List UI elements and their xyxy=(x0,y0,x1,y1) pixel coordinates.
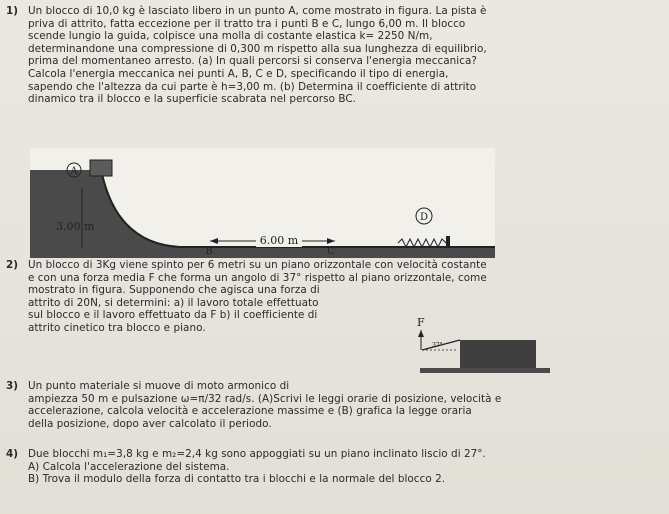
question-2 xyxy=(6,259,661,335)
question-number: 4) xyxy=(6,448,19,460)
question-3 xyxy=(6,380,661,430)
height-label: 3.00 m xyxy=(56,220,95,233)
text-line: attrito di 20N, si determini: a) il lavoro totale effettuato xyxy=(28,296,319,309)
text-line: Due blocchi m₁=3,8 kg e m₂=2,4 kg sono appoggiati su un piano inclinato liscio di 27°. xyxy=(28,448,486,460)
question-4 xyxy=(6,448,661,486)
text-line: attrito cinetico tra blocco e piano. xyxy=(28,321,206,334)
text-line: scende lungio la guida, colpisce una molla di costante elastica k= 2250 N/m, xyxy=(28,30,433,43)
text-line: Calcola l'energia meccanica nei punti A, B, C e D, specificando il tipo di energia, xyxy=(28,67,449,80)
text-line: Un punto materiale si muove di moto armonico di xyxy=(28,380,290,392)
question-number: 3) xyxy=(6,380,19,392)
text-line: della posizione, dopo aver calcolato il periodo. xyxy=(28,417,272,430)
spring-wall xyxy=(446,236,450,247)
text-line: determinandone una compressione di 0,300 m rispetto alla sua lunghezza di equilibrio, xyxy=(28,42,487,55)
question-number: 1) xyxy=(6,5,19,17)
track-diagram xyxy=(30,148,495,258)
track-figure xyxy=(30,148,495,258)
arrow-right-icon xyxy=(327,238,335,244)
spring-icon xyxy=(398,239,446,247)
point-b-label: B xyxy=(205,246,213,257)
text-line: Un blocco di 10,0 kg è lasciato libero in un punto A, come mostrato in figura. La pista è xyxy=(28,5,487,17)
point-d-label: D xyxy=(419,212,429,223)
question-number: 2) xyxy=(6,259,19,271)
block-a xyxy=(90,160,112,176)
text-line: A) Calcola l'accelerazione del sistema. xyxy=(28,460,230,473)
text-line: Un blocco di 3Kg viene spinto per 6 metri su un piano orizzontale con velocità costante xyxy=(28,259,487,271)
text-line: accelerazione, calcola velocità e accelerazione massime e (B) grafica la legge oraria xyxy=(28,405,472,418)
text-line: ampiezza 50 m e pulsazione ω=π/32 rad/s. (A)Scrivi le leggi orarie di posizione, velocità e xyxy=(28,392,502,405)
block-force-diagram xyxy=(390,316,550,376)
text-line: B) Trova il modulo della forza di contatto tra i blocchi e la normale del blocco 2. xyxy=(28,473,446,486)
block xyxy=(460,340,536,368)
text-line: sapendo che l'altezza da cui parte è h=3,00 m. (b) Determina il coefficiente di attrito xyxy=(28,80,477,93)
text-line: mostrato in figura. Supponendo che agisca una forza di xyxy=(28,284,320,297)
point-a-label: A xyxy=(70,166,78,177)
text-line: sul blocco e il lavoro effettuato da F b) il coefficiente di xyxy=(28,309,318,322)
text-line: prima del momentaneo arresto. (a) In quali percorsi si conserva l'energia meccanica? xyxy=(28,55,477,68)
length-label: 6.00 m xyxy=(259,234,299,247)
text-line: dinamico tra il blocco e la superficie scabrata nel percorso BC. xyxy=(28,93,356,106)
arrow-left-icon xyxy=(210,238,218,244)
force-label: F xyxy=(417,316,425,329)
point-c-label: C xyxy=(327,246,335,257)
text-line: e con una forza media F che forma un angolo di 37° rispetto al piano orizzontale, come xyxy=(28,271,487,284)
angle-label: 37° xyxy=(432,342,443,349)
block-force-figure xyxy=(390,316,550,376)
text-line: priva di attrito, fatta eccezione per il tratto tra i punti B e C, lungo 6,00 m. Il blocco xyxy=(28,17,466,30)
force-arrowhead-icon xyxy=(418,330,424,337)
floor xyxy=(420,368,550,373)
question-1 xyxy=(6,5,661,106)
